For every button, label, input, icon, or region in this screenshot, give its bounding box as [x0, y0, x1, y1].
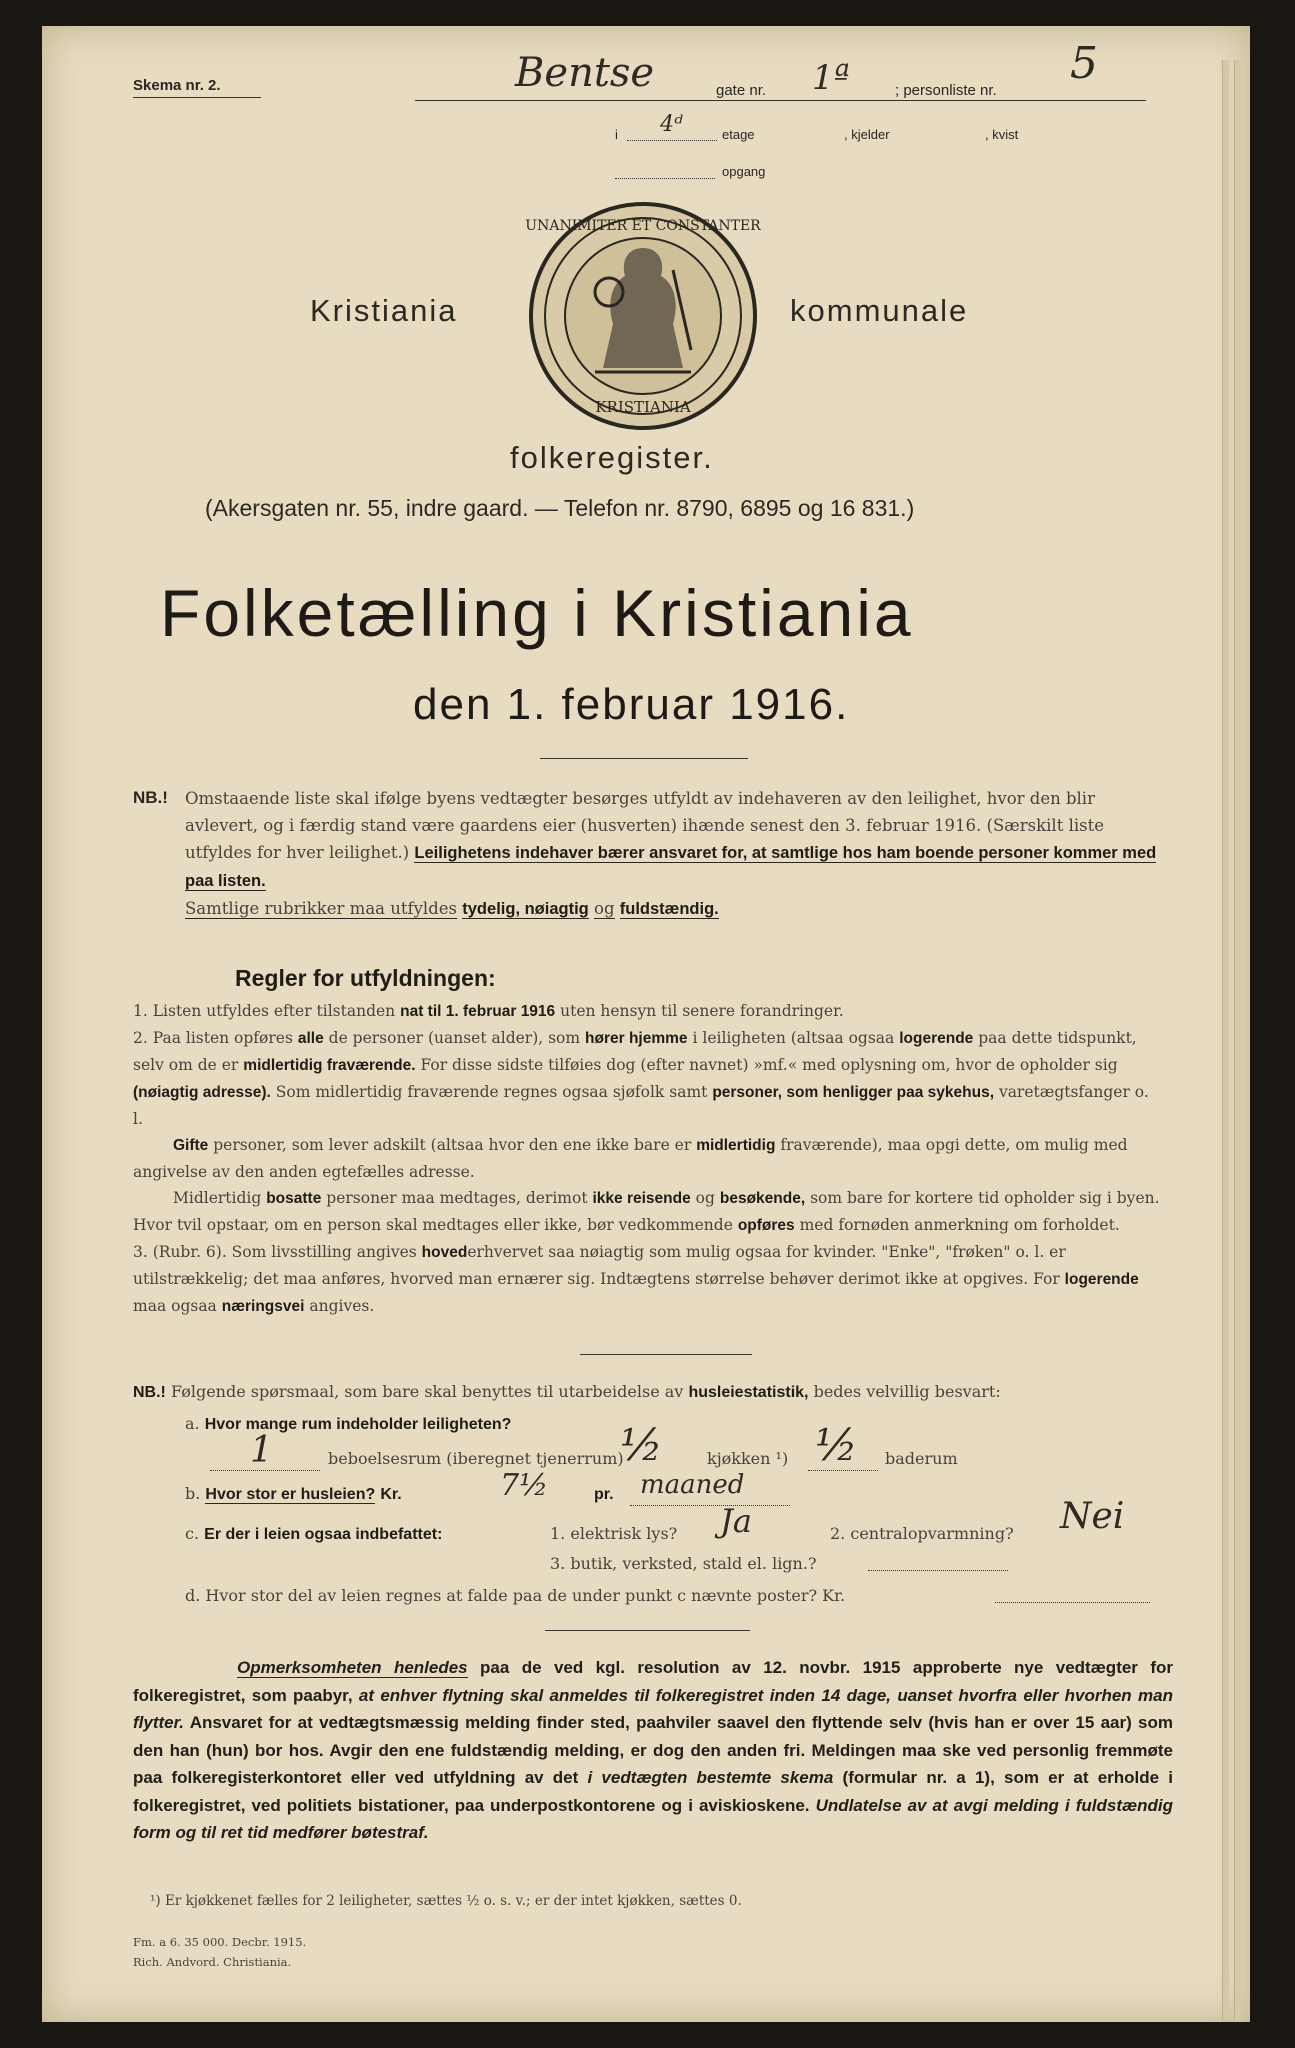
- page-edge: [1222, 60, 1229, 2020]
- i-label: i: [615, 127, 618, 142]
- rule-bold: personer, som henligger paa sykehus,: [712, 1084, 994, 1101]
- share-field: [995, 1602, 1150, 1603]
- divider: [580, 1354, 752, 1355]
- rule-text: (Rubr. 6). Som livsstilling angives: [152, 1243, 417, 1261]
- rule-text: med fornøden anmerkning om forholdet.: [799, 1216, 1120, 1234]
- kitchen-handwriting[interactable]: ½: [620, 1420, 663, 1471]
- question-c: [185, 1520, 442, 1548]
- rule-text: angives.: [309, 1297, 375, 1315]
- rule-bold: logerende: [899, 1030, 974, 1047]
- rule-bold: opføres: [737, 1217, 795, 1234]
- question-text: Hvor stor del av leien regnes at falde paa de under punkt c nævnte poster?: [205, 1586, 818, 1605]
- rule-text: og: [695, 1189, 715, 1207]
- rule-number: 1.: [133, 1002, 148, 1020]
- rule-bold: hoved: [421, 1244, 468, 1261]
- etage-label: etage: [722, 127, 755, 142]
- rule-2-midlertidig: [133, 1185, 1163, 1239]
- rule-bold: (nøiagtig adresse).: [133, 1084, 271, 1101]
- kjelder-label: , kjelder: [844, 127, 890, 142]
- rule-text: paa dette tidspunkt, selv om de er: [133, 1029, 1137, 1074]
- imprint-line-1: Fm. a 6. 35 000. Decbr. 1915.: [133, 1935, 307, 1949]
- currency-label: Kr.: [822, 1586, 846, 1605]
- rule-3: [133, 1239, 1163, 1320]
- question-b: [185, 1480, 402, 1508]
- rule-bold: hører hjemme: [585, 1030, 688, 1047]
- rule-bold: bosatte: [266, 1190, 322, 1207]
- divider: [545, 1630, 750, 1631]
- rule-2: [133, 1025, 1163, 1132]
- electric-label: 1. elektrisk lys?: [550, 1524, 678, 1543]
- gate-handwriting[interactable]: 1ª: [812, 58, 850, 98]
- personliste-handwriting[interactable]: 5: [1070, 38, 1098, 89]
- rule-bold: Gifte: [173, 1137, 209, 1154]
- question-letter: c.: [185, 1524, 200, 1543]
- nb-responsibility: Leilighetens indehaver bærer ansvaret for, at samtlige hos ham boende personer kommer med paa listen.: [185, 844, 1157, 890]
- per-label: [594, 1480, 614, 1508]
- rent-handwriting[interactable]: 7½: [500, 1468, 549, 1503]
- rule-text: personer maa medtages, derimot: [326, 1189, 588, 1207]
- question-text: Er der i leien ogsaa indbefattet:: [204, 1526, 443, 1543]
- kitchen-label: kjøkken ¹): [707, 1449, 789, 1468]
- city-seal-icon: [523, 200, 763, 432]
- rules-heading: Regler for utfyldningen:: [235, 965, 496, 991]
- rule-2-gifte: [133, 1132, 1163, 1185]
- heating-label: 2. centralopvarmning?: [830, 1524, 1014, 1543]
- notice-text: Ansvaret for at vedtægtsmæssig melding finder sted, paahviler saavel den flyttende selv (hvis han er over 15 aar) som den han (hun) bor hos. Avgir den ene fuldstændig melding, er dog den anden fri. Meldingen maa ske ved personlig fremmøte paa folkeregisterkontoret eller ved utfyldning av det: [133, 1713, 1173, 1787]
- underline: [133, 97, 261, 98]
- page-edge: [1234, 60, 1241, 2020]
- personliste-label: ; personliste nr.: [895, 82, 997, 99]
- rule-bold: logerende: [1064, 1271, 1139, 1288]
- currency-label: Kr.: [380, 1486, 402, 1503]
- page-subtitle: den 1. februar 1916.: [413, 680, 850, 729]
- etage-field: [627, 140, 717, 141]
- street-handwriting[interactable]: Bentse: [515, 50, 655, 96]
- divider: [540, 758, 748, 759]
- nb2-bold: husleiestatistik,: [688, 1384, 809, 1401]
- rule-text: Som midlertidig fraværende regnes ogsaa sjøfolk samt: [275, 1083, 708, 1101]
- rule-bold: nat til 1. februar 1916: [400, 1003, 556, 1020]
- nb-complete: fuldstændig.: [619, 900, 719, 918]
- rule-bold: midlertidig: [696, 1137, 776, 1154]
- rule-1: [133, 998, 1163, 1025]
- period-field: [630, 1505, 790, 1506]
- rule-bold: alle: [297, 1030, 324, 1047]
- question-a: [185, 1410, 511, 1438]
- rule-number: 2.: [133, 1029, 148, 1047]
- rooms-label: beboelsesrum (iberegnet tjenerrum): [328, 1449, 624, 1468]
- rule-text: maa ogsaa: [133, 1297, 217, 1315]
- shop-label: 3. butik, verksted, stald el. lign.?: [550, 1554, 817, 1573]
- rule-bold: midlertidig fraværende.: [243, 1057, 416, 1074]
- notice-penalty: Undlatelse av at avgi melding i fuldstændig form og til ret tid medfører bøtestraf.: [133, 1795, 1173, 1842]
- rule-text: Midlertidig: [173, 1189, 262, 1207]
- electric-handwriting[interactable]: Ja: [720, 1502, 752, 1540]
- etage-handwriting[interactable]: 4ᵈ: [660, 112, 683, 137]
- city-name: Kristiania: [310, 293, 458, 328]
- rule-text: Listen utfyldes efter tilstanden: [152, 1002, 396, 1020]
- kommunale-word: kommunale: [790, 293, 969, 328]
- office-address: (Akersgaten nr. 55, indre gaard. — Telefon nr. 8790, 6895 og 16 831.): [205, 495, 915, 521]
- notice-lead: Opmerksomheten henledes: [237, 1658, 468, 1677]
- svg-text:UNANIMITER ET CONSTANTER: UNANIMITER ET CONSTANTER: [525, 218, 761, 234]
- opgang-field: [615, 178, 715, 179]
- nb-text: Omstaaende liste skal ifølge byens vedtægter besørges utfyldt av indehaveren av den leilighet, hvor den blir avlevert, og i færdig stand være gaardens eier (husverten) ihænde senest den 3. februar 1916. (Særskilt liste utfyldes for hver leilighet.): [185, 789, 1104, 862]
- rule-text: personer, som lever adskilt (altsaa hvor den ene ikke bare er: [213, 1136, 692, 1154]
- folkeregister-word: folkeregister.: [510, 440, 714, 475]
- imprint-line-2: Rich. Andvord. Christiania.: [133, 1955, 292, 1969]
- skema-number: Skema nr. 2.: [133, 77, 221, 94]
- rules-list: [133, 998, 1163, 1320]
- rule-text: varetægtsfanger o. l.: [133, 1083, 1149, 1128]
- kvist-label: , kvist: [985, 127, 1019, 142]
- question-text: Hvor stor er husleien?: [205, 1486, 376, 1503]
- rule-text: som bare for kortere tid opholder sig i byen. Hvor tvil opstaar, om en person skal medtages eller ikke, bør vedkommende: [133, 1189, 1160, 1234]
- page-title: Folketælling i Kristiania: [160, 576, 914, 650]
- nb-label: NB.!: [133, 788, 168, 807]
- nb-notice: [185, 785, 1160, 923]
- rule-bold: besøkende,: [719, 1190, 806, 1207]
- nb-precise: tydelig, nøiagtig: [462, 900, 589, 918]
- nb2-intro: [133, 1378, 1001, 1406]
- period-handwriting[interactable]: maaned: [640, 1470, 745, 1500]
- svg-text:KRISTIANIA: KRISTIANIA: [595, 398, 691, 416]
- gate-label: gate nr.: [716, 82, 767, 99]
- question-letter: d.: [185, 1586, 201, 1605]
- address-line: [415, 100, 1146, 101]
- notice-text: paa de ved kgl. resolution av 12. novbr. 1915 approberte nye vedtægter for folkeregistret, som paabyr,: [133, 1658, 1173, 1705]
- question-text: Hvor mange rum indeholder leiligheten?: [204, 1416, 512, 1433]
- rule-text: Paa listen opføres: [152, 1029, 293, 1047]
- heating-handwriting[interactable]: Nei: [1060, 1496, 1125, 1537]
- shop-field: [868, 1570, 1008, 1571]
- bath-handwriting[interactable]: ½: [815, 1420, 858, 1471]
- nb2-text: bedes velvillig besvart:: [813, 1382, 1001, 1401]
- notice-italic: at enhver flytning skal anmeldes til folkeregistret inden 14 dage, uanset hvorfra eller hvorhen man flytter.: [133, 1685, 1173, 1732]
- notice-italic: i vedtægten bestemte skema: [587, 1768, 834, 1787]
- rule-text: i leiligheten (altsaa ogsaa: [692, 1029, 895, 1047]
- rule-bold: næringsvei: [221, 1298, 305, 1315]
- question-letter: a.: [185, 1414, 200, 1433]
- rule-text: erhvervet saa nøiagtig som mulig ogsaa for kvinder. "Enke", "frøken" o. l. er utilstrækkelig; det maa anføres, hvorved man ernærer sig. Indtægtens størrelse behøver derimot ikke at opgives. For: [133, 1243, 1066, 1288]
- nb-and: og: [594, 899, 615, 918]
- rule-text: fraværende), maa opgi dette, om mulig med angivelse av den anden egtefælles adresse.: [133, 1136, 1128, 1181]
- opgang-label: opgang: [722, 164, 766, 179]
- rule-bold: ikke reisende: [592, 1190, 691, 1207]
- per-text: pr.: [594, 1486, 614, 1503]
- moving-notice: [133, 1654, 1173, 1847]
- notice-text: (formular nr. a 1), som er at erholde i folkeregistret, ved politiets bistationer, paa underpostkontorene og i aviskioskene.: [133, 1768, 1174, 1815]
- question-d: [185, 1582, 845, 1609]
- rule-text: de personer (uanset alder), som: [328, 1029, 581, 1047]
- question-letter: b.: [185, 1484, 201, 1503]
- nb-label: NB.!: [133, 1384, 166, 1401]
- rooms-handwriting[interactable]: 1: [250, 1430, 273, 1471]
- rule-text: For disse sidste tilføies dog (efter navnet) »mf.« med oplysning om, hvor de opholder sig: [420, 1056, 1118, 1074]
- nb2-text: Følgende spørsmaal, som bare skal benyttes til utarbeidelse av: [170, 1382, 684, 1401]
- rule-number: 3.: [133, 1243, 148, 1261]
- rule-text: uten hensyn til senere forandringer.: [560, 1002, 844, 1020]
- nb-rubrics: Samtlige rubrikker maa utfyldes: [185, 899, 458, 918]
- bath-label: baderum: [885, 1449, 958, 1468]
- footnote: ¹) Er kjøkkenet fælles for 2 leiligheter, sættes ½ o. s. v.; er der intet kjøkken, sættes 0.: [150, 1893, 742, 1909]
